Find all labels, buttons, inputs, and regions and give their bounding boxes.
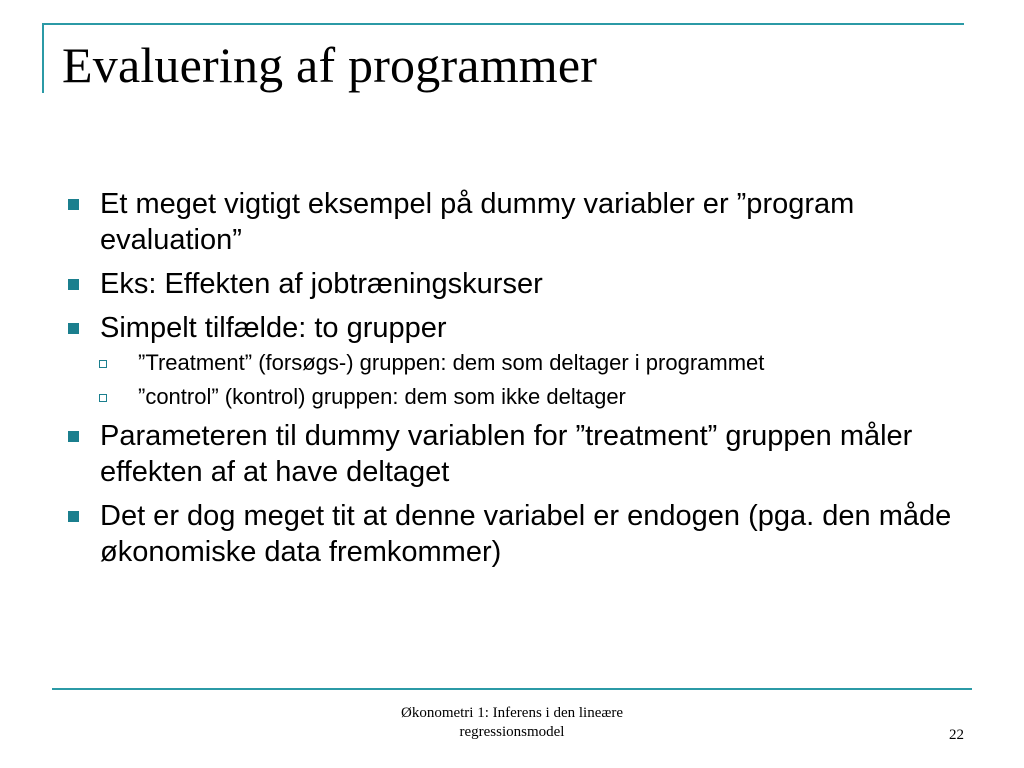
bullet-text: Simpelt tilfælde: to grupper (100, 312, 447, 344)
footer-caption (312, 704, 712, 742)
bullet-text: Parameteren til dummy variablen for ”treatment” gruppen måler effekten af at have deltaget (100, 420, 913, 488)
sub-bullet-text: ”Treatment” (forsøgs-) gruppen: dem som deltager i programmet (138, 350, 765, 375)
square-bullet-icon (68, 279, 79, 290)
bullet-item (62, 310, 962, 346)
frame-left-rule (42, 23, 44, 93)
bullet-item (62, 498, 962, 570)
footer-line-1: Økonometri 1: Inferens i den lineære (400, 705, 624, 721)
square-bullet-icon (68, 323, 79, 334)
bullet-list (62, 186, 962, 578)
square-bullet-icon (68, 199, 79, 210)
footer-rule (52, 688, 972, 690)
hollow-square-bullet-icon (99, 394, 107, 402)
sub-bullet-item (62, 350, 962, 376)
page-number: 22 (949, 727, 964, 743)
bullet-item (62, 418, 962, 490)
slide-title: Evaluering af programmer (62, 37, 598, 93)
sub-bullet-text: ”control” (kontrol) gruppen: dem som ikke deltager (138, 384, 626, 409)
hollow-square-bullet-icon (99, 360, 107, 368)
bullet-item (62, 186, 962, 258)
square-bullet-icon (68, 431, 79, 442)
sub-bullet-item (62, 384, 962, 410)
bullet-text: Det er dog meget tit at denne variabel er endogen (pga. den måde økonomiske data fremkommer) (100, 500, 952, 568)
bullet-text: Eks: Effekten af jobtræningskurser (100, 268, 543, 300)
bullet-text: Et meget vigtigt eksempel på dummy variabler er ”program evaluation” (100, 188, 855, 256)
frame-top-rule (42, 23, 964, 25)
footer-line-2: regressionsmodel (459, 724, 565, 740)
square-bullet-icon (68, 511, 79, 522)
bullet-item (62, 266, 962, 302)
